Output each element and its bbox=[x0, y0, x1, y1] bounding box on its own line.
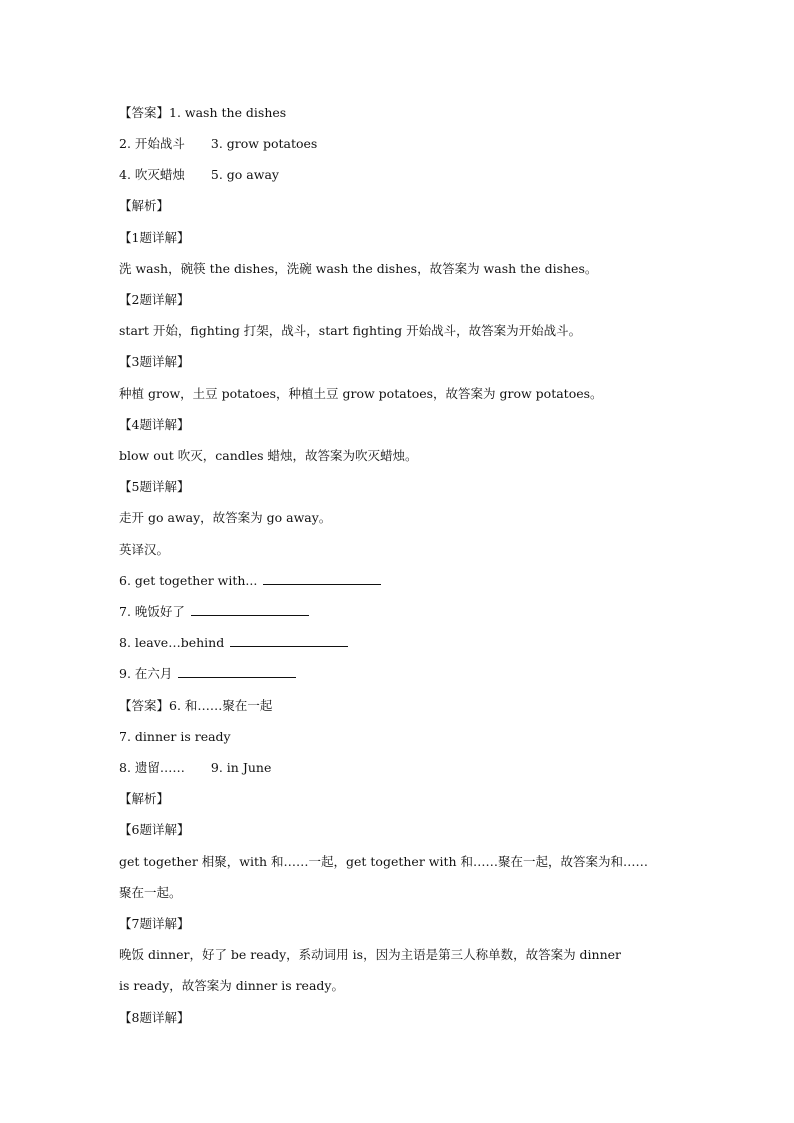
answer-heading-2: 【答案】6. 和……聚在一起 bbox=[119, 698, 273, 713]
detail-text-4: blow out 吹灭，candles 蜡烛，故答案为吹灭蜡烛。 bbox=[119, 448, 418, 463]
answer-4: 4. 吹灭蜡烛 bbox=[119, 167, 185, 182]
detail-heading-3: 【3题详解】 bbox=[119, 354, 190, 369]
answer-line-4-5 bbox=[119, 167, 719, 183]
detail-heading-5: 【5题详解】 bbox=[119, 479, 190, 494]
section-instruction: 英译汉。 bbox=[119, 542, 170, 557]
answer-5: 5. go away bbox=[210, 167, 279, 182]
analysis-heading-1: 【解析】 bbox=[119, 198, 170, 213]
detail-text-7b: is ready，故答案为 dinner is ready。 bbox=[119, 978, 344, 993]
answer-blank bbox=[230, 635, 348, 647]
detail-text-5: 走开 go away，故答案为 go away。 bbox=[119, 510, 332, 525]
detail-heading-4: 【4题详解】 bbox=[119, 417, 190, 432]
detail-heading-6: 【6题详解】 bbox=[119, 822, 190, 837]
answer-blank bbox=[178, 666, 296, 678]
answer-line-8-9 bbox=[119, 760, 719, 776]
question-9-text: 9. 在六月 bbox=[119, 666, 173, 681]
answer-heading-1: 【答案】1. wash the dishes bbox=[119, 105, 287, 120]
answer-blank bbox=[263, 573, 381, 585]
analysis-heading-2: 【解析】 bbox=[119, 791, 170, 806]
detail-heading-7: 【7题详解】 bbox=[119, 916, 190, 931]
detail-heading-2: 【2题详解】 bbox=[119, 292, 190, 307]
detail-text-6a: get together 相聚，with 和……一起，get together with 和……聚在一起，故答案为和…… bbox=[119, 854, 649, 869]
answer-3: 3. grow potatoes bbox=[210, 136, 318, 151]
detail-text-2: start 开始，fighting 打架，战斗，start fighting 开始战斗，故答案为开始战斗。 bbox=[119, 323, 582, 338]
question-7-text: 7. 晚饭好了 bbox=[119, 604, 185, 619]
answer-2: 2. 开始战斗 bbox=[119, 136, 185, 151]
answer-line-2-3 bbox=[119, 136, 719, 152]
answer-9: 9. in June bbox=[210, 760, 272, 775]
detail-text-3: 种植 grow，土豆 potatoes，种植土豆 grow potatoes，故答案为 grow potatoes。 bbox=[119, 386, 603, 401]
question-6-text: 6. get together with... bbox=[119, 573, 258, 588]
question-8-text: 8. leave…behind bbox=[119, 635, 225, 650]
question-9 bbox=[119, 666, 719, 682]
detail-text-1: 洗 wash，碗筷 the dishes，洗碗 wash the dishes，故答案为 wash the dishes。 bbox=[119, 261, 598, 276]
question-6 bbox=[119, 573, 719, 589]
detail-text-7a: 晚饭 dinner，好了 be ready，系动词用 is，因为主语是第三人称单数，故答案为 dinner bbox=[119, 947, 622, 962]
answer-blank bbox=[191, 604, 309, 616]
detail-heading-8: 【8题详解】 bbox=[119, 1010, 190, 1025]
question-8 bbox=[119, 635, 719, 651]
answer-7: 7. dinner is ready bbox=[119, 729, 231, 744]
detail-heading-1: 【1题详解】 bbox=[119, 230, 190, 245]
question-7 bbox=[119, 604, 719, 620]
detail-text-6b: 聚在一起。 bbox=[119, 885, 182, 900]
answer-8: 8. 遗留…… bbox=[119, 760, 185, 775]
